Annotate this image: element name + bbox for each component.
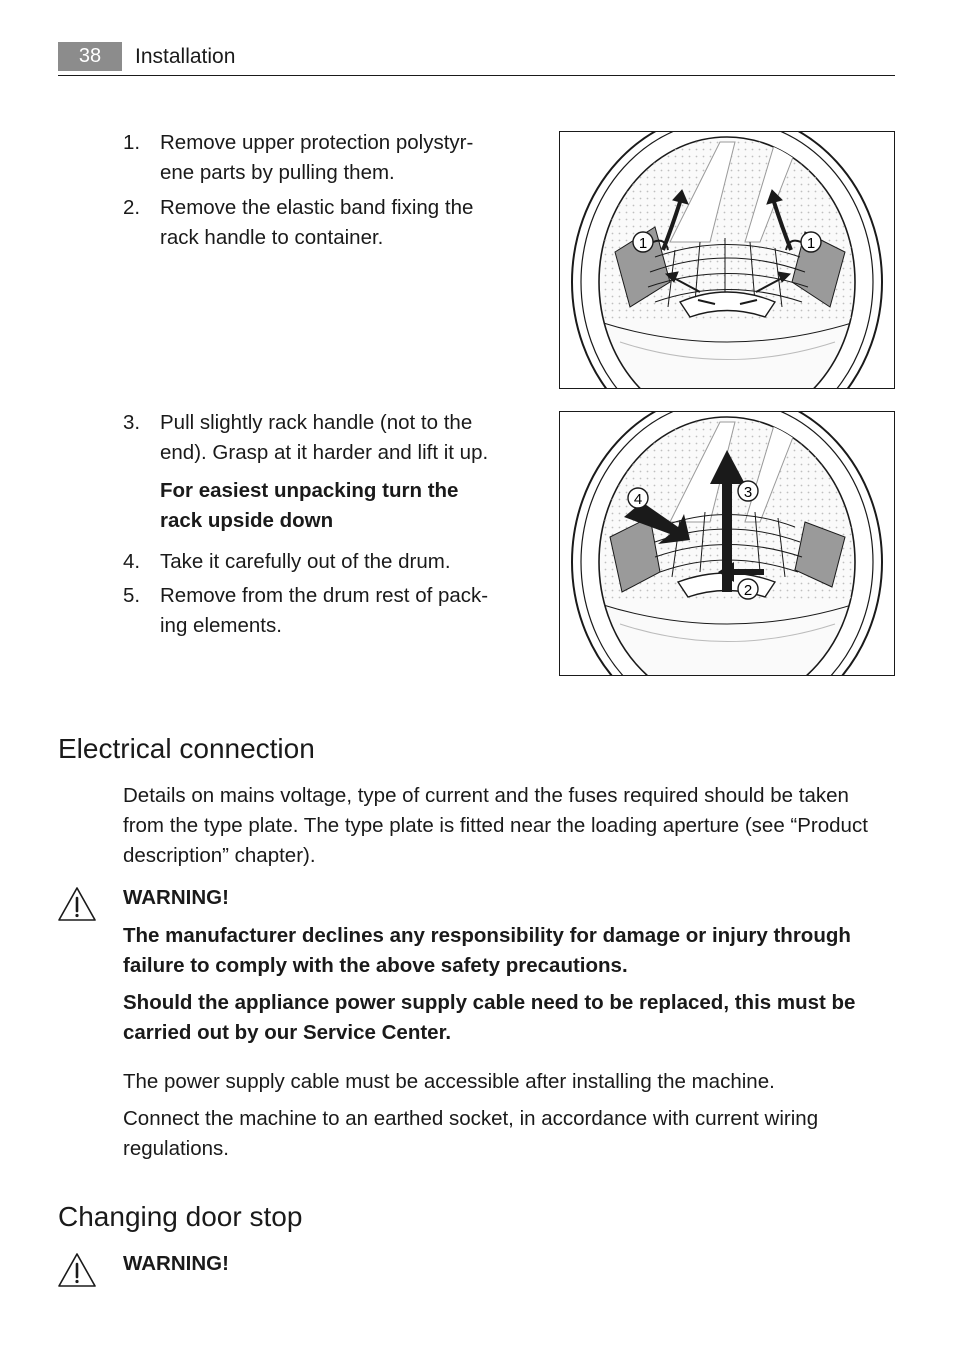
svg-text:1: 1 bbox=[638, 235, 648, 252]
unpacking-tip bbox=[160, 476, 520, 536]
warning-triangle-icon bbox=[57, 886, 97, 922]
callout-2 bbox=[738, 579, 758, 599]
step-number: 2. bbox=[123, 196, 141, 219]
figure-remove-polystyrene bbox=[559, 131, 895, 389]
callout-4 bbox=[628, 488, 648, 508]
step-2 bbox=[123, 193, 523, 253]
step-1 bbox=[123, 128, 523, 188]
step-text-line: Pull slightly rack handle (not to the bbox=[160, 411, 473, 434]
step-number: 1. bbox=[123, 131, 141, 154]
step-text-line: end). Grasp at it harder and lift it up. bbox=[160, 441, 489, 464]
text-line: carried out by our Service Center. bbox=[123, 1021, 452, 1044]
callout-3 bbox=[738, 481, 758, 501]
step-text-line: ene parts by pulling them. bbox=[160, 161, 395, 184]
step-text-line: Remove upper protection polystyr- bbox=[160, 131, 474, 154]
svg-text:1: 1 bbox=[806, 235, 816, 252]
text-line: Should the appliance power supply cable need to be replaced, this must be bbox=[123, 991, 856, 1014]
section-title: Installation bbox=[135, 45, 236, 68]
step-number: 4. bbox=[123, 550, 141, 573]
tip-line: For easiest unpacking turn the bbox=[160, 479, 459, 502]
step-text-line: ing elements. bbox=[160, 614, 282, 637]
header-divider bbox=[58, 75, 895, 76]
text-line: failure to comply with the above safety precautions. bbox=[123, 954, 628, 977]
step-text-line: Remove the elastic band fixing the bbox=[160, 196, 474, 219]
svg-text:2: 2 bbox=[743, 582, 753, 599]
warning-paragraph-2 bbox=[123, 988, 913, 1048]
step-5 bbox=[123, 581, 523, 641]
figure-lift-rack bbox=[559, 411, 895, 676]
changing-door-stop-heading: Changing door stop bbox=[58, 1201, 303, 1232]
text-line: from the type plate. The type plate is fitted near the loading aperture (see “Product bbox=[123, 814, 868, 837]
step-3 bbox=[123, 408, 523, 468]
step-text-line: Take it carefully out of the drum. bbox=[160, 550, 451, 573]
text-line: Details on mains voltage, type of current and the fuses required should be taken bbox=[123, 784, 849, 807]
step-text-line: rack handle to container. bbox=[160, 226, 384, 249]
step-text-line: Remove from the drum rest of pack- bbox=[160, 584, 489, 607]
warning-paragraph-1 bbox=[123, 921, 913, 981]
step-number: 3. bbox=[123, 411, 141, 434]
power-cable-note: The power supply cable must be accessible after installing the machine. bbox=[123, 1070, 775, 1093]
warning-label: WARNING! bbox=[123, 886, 229, 909]
svg-text:4: 4 bbox=[633, 491, 643, 508]
warning-triangle-icon bbox=[57, 1252, 97, 1288]
door-stop-warning-label: WARNING! bbox=[123, 1252, 229, 1275]
text-line: regulations. bbox=[123, 1137, 229, 1160]
text-line: description” chapter). bbox=[123, 844, 316, 867]
step-4 bbox=[123, 547, 523, 577]
page-number: 38 bbox=[58, 42, 122, 71]
step-number: 5. bbox=[123, 584, 141, 607]
svg-text:3: 3 bbox=[743, 484, 753, 501]
electrical-connection-heading: Electrical connection bbox=[58, 733, 315, 764]
earthed-socket-note bbox=[123, 1104, 913, 1164]
text-line: Connect the machine to an earthed socket, in accordance with current wiring bbox=[123, 1107, 819, 1130]
text-line: The manufacturer declines any responsibility for damage or injury through bbox=[123, 924, 851, 947]
tip-line: rack upside down bbox=[160, 509, 334, 532]
electrical-intro bbox=[123, 781, 913, 871]
